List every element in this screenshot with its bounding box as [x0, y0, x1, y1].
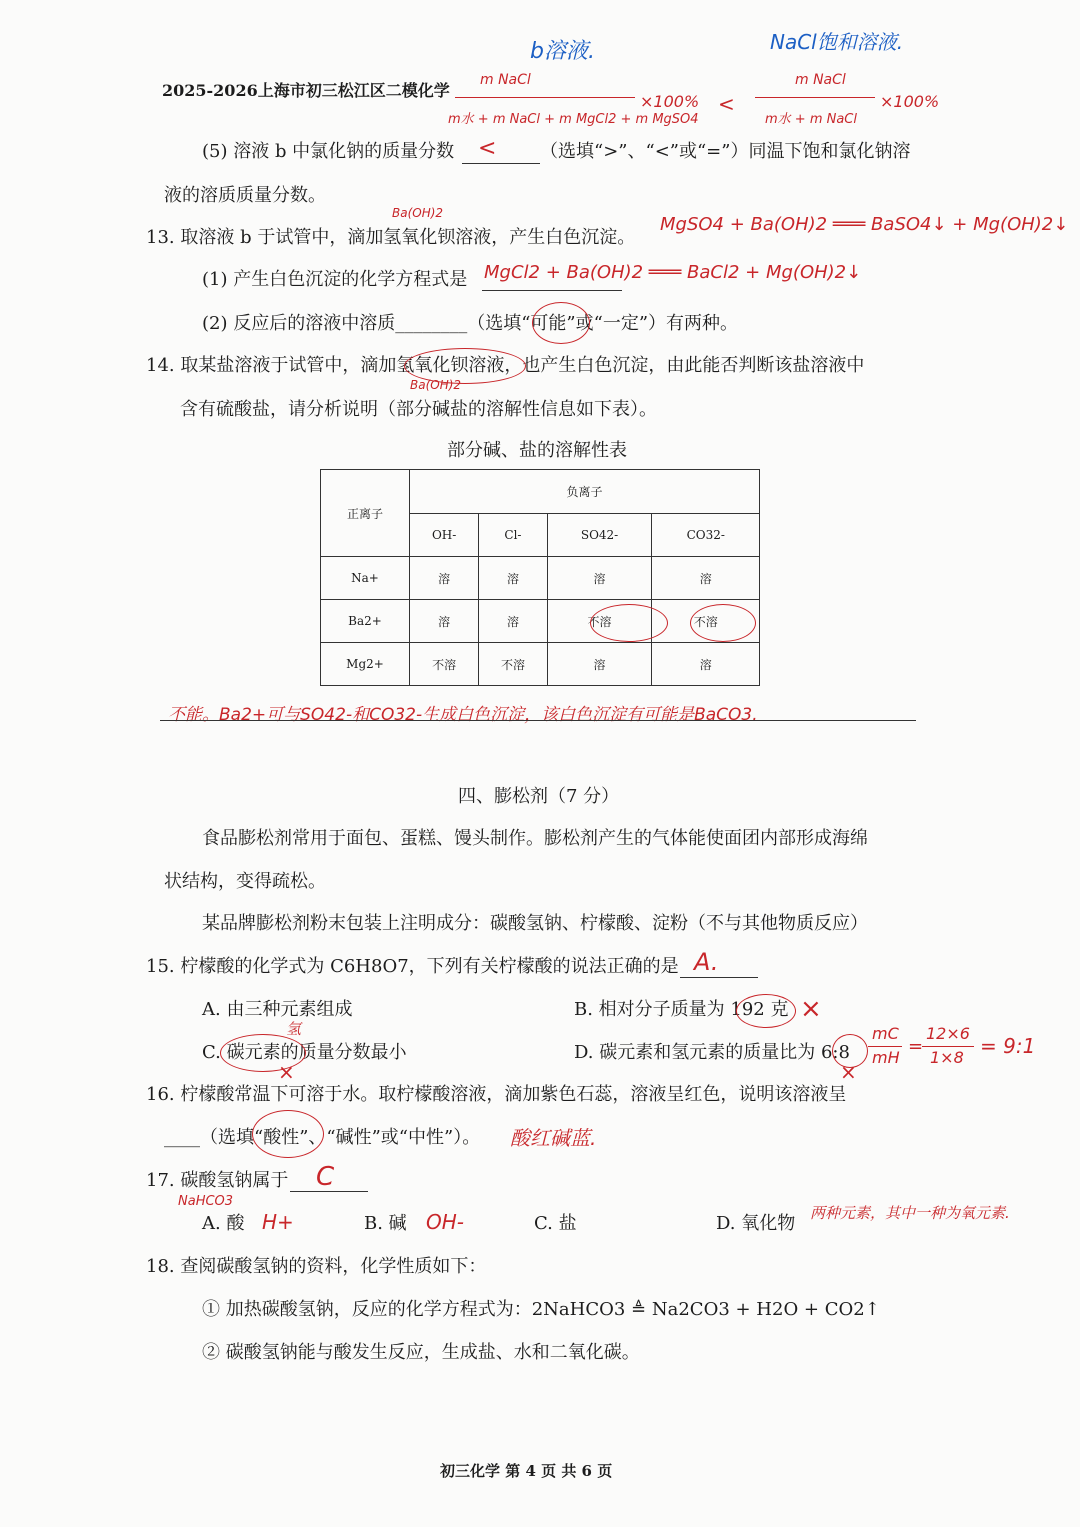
q15-handwritten-frac-line	[868, 1046, 902, 1047]
table-row-na	[321, 557, 760, 600]
q17-option-c: C. 盐	[534, 1213, 577, 1234]
q17-a-handwritten: H+	[262, 1210, 294, 1234]
q17-handwritten-answer: C	[316, 1162, 335, 1192]
q16-circle-mark	[252, 1110, 324, 1158]
q17-handwritten-note: 两种元素，其中一种为氧元素.	[810, 1204, 1010, 1222]
q15-handwritten-frac2-den: 1×8	[930, 1048, 964, 1067]
q13-2-text: (2) 反应后的溶液中溶质________（选填“可能”或“一定”）有两种。	[202, 313, 739, 334]
q15-option-c: C. 碳元素的质量分数最小	[202, 1042, 407, 1063]
q12-5-answer-blank	[462, 163, 540, 164]
q15-option-d: D. 碳元素和氢元素的质量比为 6:8	[574, 1042, 850, 1063]
q14-line2: 含有硫酸盐，请分析说明（部分碱盐的溶解性信息如下表）。	[180, 399, 657, 420]
q15-stem: 15. 柠檬酸的化学式为 C6H8O7，下列有关柠檬酸的说法正确的是	[146, 956, 679, 977]
q15-handwritten-frac-num: mC	[872, 1024, 899, 1043]
table-cell: 不溶	[547, 600, 652, 643]
handwritten-ratio-right-numerator: m NaCl	[795, 72, 846, 88]
table-cell: 溶	[652, 643, 760, 686]
q17-option-b: B. 碱	[364, 1213, 407, 1234]
page-footer: 初三化学 第 4 页 共 6 页	[440, 1462, 613, 1480]
q18-stem: 18. 查阅碳酸氢钠的资料，化学性质如下：	[146, 1256, 487, 1277]
q15-answer-blank	[680, 977, 758, 978]
q17-option-d: D. 氧化物	[716, 1213, 796, 1234]
q14-answer-line	[160, 720, 916, 721]
q18-item-1: ① 加热碳酸氢钠，反应的化学方程式为：2NaHCO3 ≜ Na2CO3 + H2O + CO2↑	[202, 1299, 880, 1320]
q14-line1: 14. 取某盐溶液于试管中，滴加氢氧化钡溶液，也产生白色沉淀，由此能否判断该盐溶液中	[146, 355, 865, 376]
table-cell: 不溶	[652, 600, 760, 643]
q13-1-handwritten-answer: MgCl2 + Ba(OH)2 ═══ BaCl2 + Mg(OH)2↓	[484, 262, 862, 283]
q16-handwritten-note: 酸红碱蓝.	[510, 1126, 597, 1150]
section-4-intro-3: 某品牌膨松剂粉末包装上注明成分：碳酸氢钠、柠檬酸、淀粉（不与其他物质反应）	[202, 913, 868, 934]
table-cell: 溶	[479, 600, 547, 643]
q13-handwritten-baoh2: Ba(OH)2	[392, 206, 444, 220]
cation-ba: Ba2+	[321, 600, 410, 643]
handwritten-ratio-right-denominator: m水 + m NaCl	[765, 112, 857, 127]
handwritten-ratio-left-numerator: m NaCl	[480, 72, 531, 88]
solubility-table-title: 部分碱、盐的溶解性表	[447, 440, 627, 461]
cation-mg: Mg2+	[321, 643, 410, 686]
handwritten-ratio-left-denominator: m水 + m NaCl + m MgCl2 + m MgSO4	[448, 112, 699, 127]
q14-handwritten-answer: 不能。Ba2+可与SO42-和CO32-生成白色沉淀，该白色沉淀有可能是BaCO3.	[168, 705, 758, 725]
exam-header-title: 2025-2026上海市初三松江区二模化学	[162, 81, 450, 100]
q15-handwritten-frac2-line	[922, 1046, 974, 1047]
handwritten-ratio-left-percent: ×100%	[640, 92, 700, 111]
q18-item-2: ② 碳酸氢钠能与酸发生反应，生成盐、水和二氧化碳。	[202, 1342, 640, 1363]
q12-5-text-b: （选填“>”、“<”或“=”）同温下饱和氯化钠溶	[540, 141, 911, 162]
q15-handwritten-result: = 9:1	[980, 1034, 1036, 1058]
table-cell: 溶	[547, 643, 652, 686]
solubility-table	[320, 469, 760, 686]
table-cell: 溶	[547, 557, 652, 600]
q15-handwritten-answer: A.	[694, 948, 719, 976]
q15-handwritten-frac2-num: 12×6	[926, 1024, 970, 1043]
q15-option-b: B. 相对分子质量为 192 克	[574, 999, 789, 1020]
anion-header-so4: SO42-	[547, 513, 652, 557]
q17-option-a: A. 酸	[202, 1213, 245, 1234]
table-cell: 不溶	[410, 643, 479, 686]
q12-5-handwritten-answer: <	[478, 136, 497, 161]
q16-line1: 16. 柠檬酸常温下可溶于水。取柠檬酸溶液，滴加紫色石蕊，溶液呈红色，说明该溶液呈	[146, 1084, 847, 1105]
table-cell: 溶	[410, 600, 479, 643]
q15-b-cross-mark: ×	[800, 994, 822, 1024]
table-cell: 不溶	[479, 643, 547, 686]
handwritten-less-than: <	[718, 92, 735, 116]
anion-header-co3: CO32-	[652, 513, 760, 557]
handwritten-ratio-right-percent: ×100%	[880, 92, 940, 111]
q14-handwritten-baoh2: Ba(OH)2	[410, 378, 462, 392]
q15-d-cross-mark: ×	[840, 1060, 857, 1084]
q15-c-cross-mark: ×	[278, 1060, 295, 1084]
circle-baso4-insoluble	[590, 604, 668, 642]
q12-5-text-a: (5) 溶液 b 中氯化钠的质量分数	[202, 141, 455, 162]
handwritten-nacl-saturated-label: NaCl饱和溶液.	[770, 30, 904, 54]
cation-header: 正离子	[321, 470, 410, 557]
q15-c-handwritten-note: 氢	[286, 1020, 302, 1038]
q17-handwritten-formula: NaHCO3	[178, 1194, 234, 1209]
handwritten-fraction-line-left	[455, 97, 635, 98]
q15-handwritten-equals: =	[908, 1036, 924, 1057]
anion-header-oh: OH-	[410, 513, 479, 557]
table-cell: 溶	[410, 557, 479, 600]
q15-option-a: A. 由三种元素组成	[202, 999, 353, 1020]
q16-line2: ____（选填“酸性”、“碱性”或“中性”）。	[164, 1127, 481, 1148]
handwritten-b-solution-label: b溶液.	[530, 39, 595, 64]
q13-2-circle-mark	[532, 302, 590, 344]
circle-baco3-insoluble	[690, 604, 756, 642]
table-cell: 溶	[652, 557, 760, 600]
q13-stem: 13. 取溶液 b 于试管中，滴加氢氧化钡溶液，产生白色沉淀。	[146, 227, 636, 248]
table-row-mg	[321, 643, 760, 686]
cation-na: Na+	[321, 557, 410, 600]
q13-handwritten-equation-top: MgSO4 + Ba(OH)2 ═══ BaSO4↓ + Mg(OH)2↓	[660, 214, 1069, 235]
q12-5-text-c: 液的溶质质量分数。	[164, 185, 326, 206]
section-4-intro-1: 食品膨松剂常用于面包、蛋糕、馒头制作。膨松剂产生的气体能使面团内部形成海绵	[202, 828, 868, 849]
q15-b-circle-mark	[736, 994, 796, 1028]
q13-1-text: (1) 产生白色沉淀的化学方程式是	[202, 269, 468, 290]
handwritten-fraction-line-right	[755, 97, 875, 98]
table-cell: 溶	[479, 557, 547, 600]
section-4-title: 四、膨松剂（7 分）	[458, 786, 620, 807]
q17-b-handwritten: OH-	[426, 1210, 464, 1234]
section-4-intro-2: 状结构，变得疏松。	[164, 871, 326, 892]
q13-1-answer-blank	[482, 290, 622, 291]
q17-stem: 17. 碳酸氢钠属于	[146, 1170, 289, 1191]
q15-handwritten-frac-den: mH	[872, 1048, 900, 1067]
anion-header: 负离子	[410, 470, 760, 514]
anion-header-cl: Cl-	[479, 513, 547, 557]
